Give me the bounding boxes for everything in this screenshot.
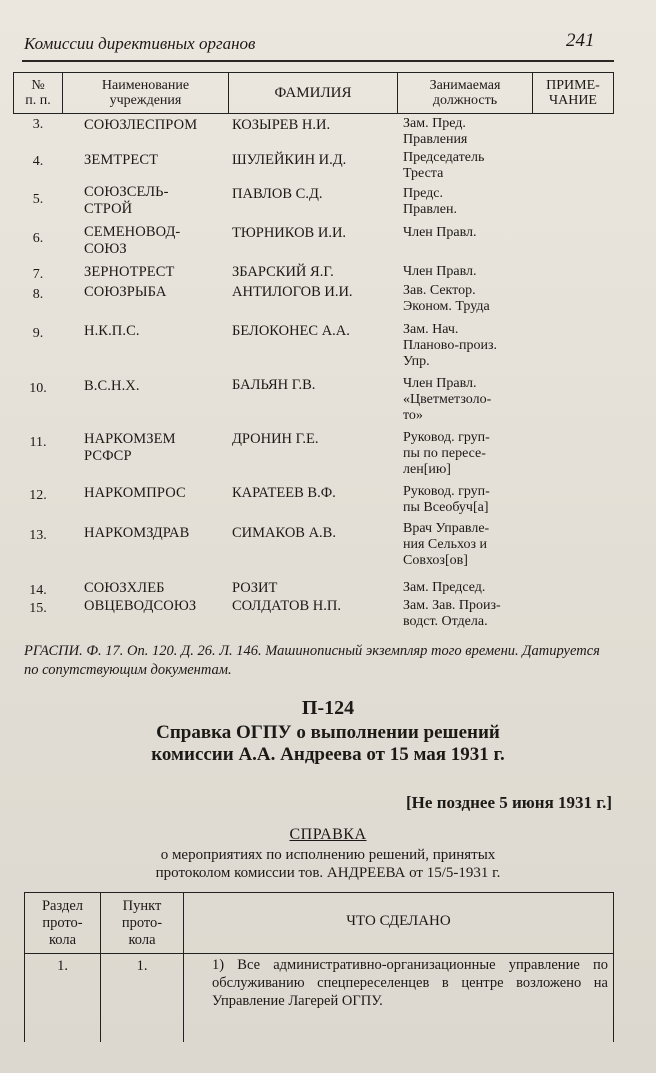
row-org: НАРКОМЗДРАВ [84, 525, 190, 541]
row-position: Член Правл. [403, 225, 477, 240]
row-position: Председатель Треста [403, 150, 485, 181]
header-note: ПРИМЕ- ЧАНИЕ [546, 78, 600, 108]
row-num: 15. [29, 601, 47, 616]
row-surname: СИМАКОВ А.В. [232, 525, 336, 541]
row-position: Зам. Председ. [403, 580, 486, 595]
row-num: 11. [29, 435, 47, 450]
header-org: Наименование учреждения [101, 78, 190, 108]
row-org: СОЮЗХЛЕБ [84, 580, 165, 596]
table2-right-border [613, 892, 614, 1042]
row-position: Руковод. груп- пы Всеобуч[а] [403, 484, 490, 515]
table2-header-done: ЧТО СДЕЛАНО [346, 913, 451, 929]
spravka-heading: СПРАВКА [289, 826, 367, 843]
table2-point: 1. [136, 958, 148, 974]
row-surname: ДРОНИН Г.Е. [232, 431, 319, 447]
spravka-subtitle: о мероприятиях по исполнению решений, принятых протоколом комиссии тов. АНДРЕЕВА от 15/5-1931 г. [155, 847, 501, 881]
row-num: 10. [29, 381, 47, 396]
page-number: 241 [566, 30, 595, 51]
document-title: Справка ОГПУ о выполнении решений комиссии А.А. Андреева от 15 мая 1931 г. [151, 722, 505, 765]
table2-header-section: Раздел прото- кола [41, 898, 83, 948]
row-position: Предс. Правлен. [403, 186, 457, 217]
table2-top-border [24, 892, 614, 893]
document-number: П-124 [301, 697, 355, 719]
row-surname: АНТИЛОГОВ И.И. [232, 284, 353, 300]
row-surname: ЗБАРСКИЙ Я.Г. [232, 264, 334, 280]
row-surname: БЕЛОКОНЕС А.А. [232, 323, 350, 339]
row-position: Руковод. груп- пы по пересе- лен[ию] [403, 430, 490, 477]
row-surname: КАРАТЕЕВ В.Ф. [232, 485, 336, 501]
row-org: СОЮЗСЕЛЬ- СТРОЙ [84, 184, 169, 217]
row-org: ЗЕМТРЕСТ [84, 152, 159, 168]
row-org: СОЮЗРЫБА [84, 284, 167, 300]
table2-header-border [24, 953, 614, 954]
table2-text: 1) Все административно-организационные управление по обслуживанию спецпереселенцев в центре возложено на Управление Лагерей ОГПУ. [212, 957, 608, 1009]
header-position: Занимаемая должность [429, 78, 501, 108]
table-top-border [13, 72, 614, 73]
row-surname: ПАВЛОВ С.Д. [232, 186, 323, 202]
row-position: Зам. Пред. Правления [403, 116, 468, 147]
row-surname: ШУЛЕЙКИН И.Д. [232, 152, 347, 168]
row-position: Зам. Нач. Планово-произ. Упр. [403, 322, 497, 369]
archive-note: РГАСПИ. Ф. 17. Оп. 120. Д. 26. Л. 146. Машинописный экземпляр того времени. Датируется по сопутствующим документам. [24, 643, 600, 678]
row-org: Н.К.П.С. [84, 323, 140, 339]
header-num: № п. п. [25, 78, 51, 108]
row-num: 13. [29, 528, 47, 543]
row-position: Зав. Сектор. Эконом. Труда [403, 283, 490, 314]
table-header-border [13, 113, 614, 114]
row-org: В.С.Н.Х. [84, 378, 140, 394]
running-title: Комиссии директивных органов [24, 34, 256, 53]
row-num: 14. [29, 583, 47, 598]
row-org: НАРКОМПРОС [84, 485, 186, 501]
row-num: 4. [32, 154, 44, 169]
row-surname: РОЗИТ [232, 580, 278, 596]
table2-section: 1. [57, 958, 68, 974]
row-surname: ТЮРНИКОВ И.И. [232, 225, 347, 241]
row-org: ЗЕРНОТРЕСТ [84, 264, 175, 280]
row-num: 9. [32, 326, 44, 341]
row-num: 8. [32, 287, 44, 302]
row-num: 7. [32, 267, 44, 282]
table-right-border [613, 72, 614, 114]
row-num: 6. [32, 231, 44, 246]
row-org: ОВЦЕВОДСОЮЗ [84, 598, 197, 614]
table2-header-point: Пункт прото- кола [121, 898, 163, 948]
row-num: 12. [29, 488, 47, 503]
row-surname: КОЗЫРЕВ Н.И. [232, 117, 331, 133]
header-rule [22, 60, 614, 62]
document-date: [Не позднее 5 июня 1931 г.] [406, 793, 612, 812]
row-num: 3. [32, 117, 44, 132]
row-surname: БАЛЬЯН Г.В. [232, 377, 316, 393]
row-position: Член Правл. [403, 264, 477, 279]
row-num: 5. [32, 192, 44, 207]
row-org: СЕМЕНОВОД- СОЮЗ [84, 224, 181, 257]
row-position: Врач Управле- ния Сельхоз и Совхоз[ов] [403, 521, 490, 568]
row-surname: СОЛДАТОВ Н.П. [232, 598, 341, 614]
row-position: Зам. Зав. Произ- водст. Отдела. [403, 598, 501, 629]
row-org: НАРКОМЗЕМ РСФСР [84, 431, 176, 464]
row-org: СОЮЗЛЕСПРОМ [84, 117, 198, 133]
header-surname: ФАМИЛИЯ [274, 85, 352, 101]
row-position: Член Правл. «Цветметзоло- то» [403, 376, 492, 423]
